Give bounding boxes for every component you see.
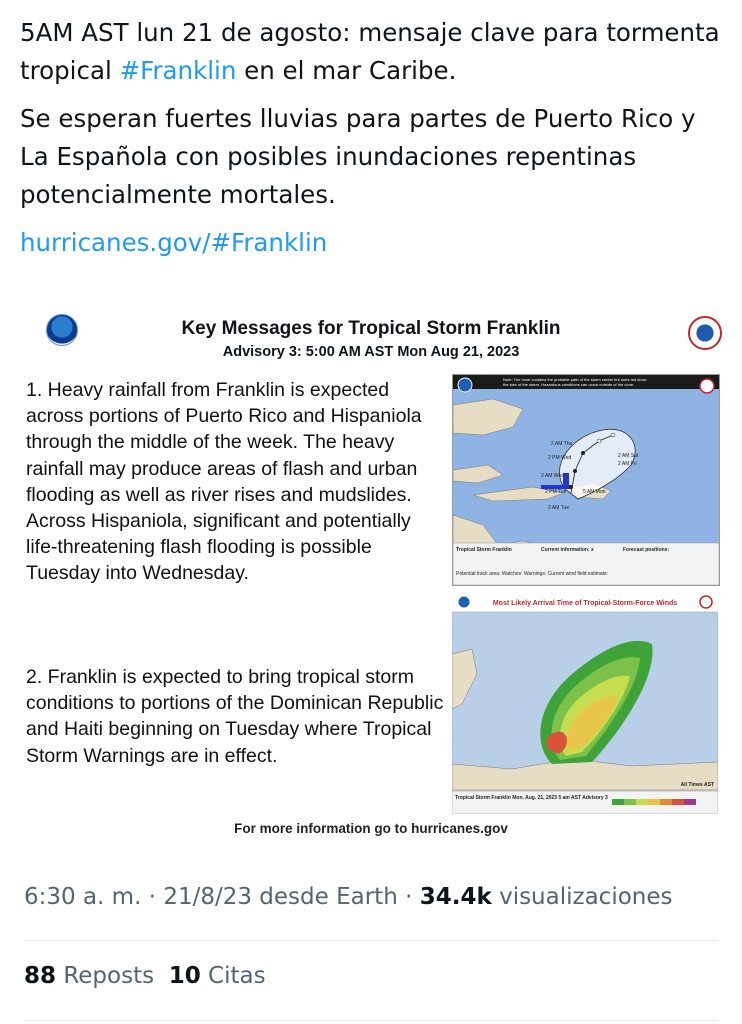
hashtag-link[interactable]: #Franklin [119,56,237,85]
quotes-stat[interactable] [169,963,266,989]
card-title: Key Messages for Tropical Storm Franklin [181,318,561,339]
cone-label: 2 PM Tue [545,489,567,495]
key-message-2: 2. Franklin is expected to bring tropical storm conditions to portions of the Dominican Republic and Haiti beginning on Tuesday where Tropical Storm Warnings are in effect. [26,666,444,767]
arrival-time-map [452,594,718,814]
divider [24,940,718,941]
reposts-stat[interactable] [24,963,154,989]
cone-label: 2 AM Fri [618,461,637,467]
reposts-label: Reposts [63,963,155,989]
cone-label: 5 AM Mon [583,489,606,495]
cone-label: 2 AM Wed [541,473,564,479]
tweet-stats [24,963,266,989]
map1-legend: Potential track area: Watches: Warnings: Current wind field estimate: [456,571,609,577]
tweet-line1-prefix: 5AM AST lun 21 de agosto: mensaje clave para tormenta tropical [20,18,720,85]
map2-panel-left: Tropical Storm Franklin Mon. Aug. 21, 2023 5 am AST Advisory 3 [455,795,608,801]
views-count: 34.4k [419,884,492,910]
key-messages-image[interactable] [20,296,722,850]
tweet-line1-suffix: en el mar Caribe. [236,56,457,85]
svg-text:Note: The cone contains the pr: Note: The cone contains the probable path of the storm center but does not show [503,377,647,382]
tweet-text [20,14,720,272]
map2-corner: All Times AST [680,782,714,788]
svg-text:the size of the storm. Hazardo: the size of the storm. Hazardous conditions can occur outside of the cone. [503,382,635,387]
hurricanes-link[interactable]: hurricanes.gov/#Franklin [20,228,328,257]
map1-panel-right: Forecast positions: [623,547,670,553]
cone-label: 2 AM Tue [548,505,570,511]
card-subtitle: Advisory 3: 5:00 AM AST Mon Aug 21, 2023 [222,344,520,360]
map2-title: Most Likely Arrival Time of Tropical-Storm-Force Winds [492,600,678,607]
map1-panel-left: Tropical Storm Franklin [456,547,512,553]
cone-label: 2 AM Sat [618,453,639,459]
tweet-meta [24,884,673,910]
views-label: visualizaciones [491,884,673,910]
map1-panel-mid: Current information: x [541,547,594,553]
cone-label: 2 AM Thu [551,441,573,447]
card-footer: For more information go to hurricanes.gov [234,821,508,836]
quotes-count: 10 [168,963,201,989]
tweet-paragraph-3 [20,224,720,262]
tweet-timestamp[interactable]: 6:30 a. m. · 21/8/23 desde Earth · [24,884,420,910]
quotes-label: Citas [208,963,266,989]
forecast-cone-map [452,374,720,586]
cone-label: 2 PM Wed [548,455,572,461]
tweet-paragraph-1 [20,14,720,90]
key-message-1: 1. Heavy rainfall from Franklin is expected across portions of Puerto Rico and Hispaniola through the middle of the week. The heavy rainfall may produce areas of flash and urban flooding as well as river rises and mudslides. Across Hispaniola, significant and potentially life-threatening flash flooding is possible Tuesday into Wednesday. [26,379,422,585]
divider [24,1020,718,1021]
reposts-count: 88 [24,963,57,989]
tweet-paragraph-2: Se esperan fuertes lluvias para partes de Puerto Rico y La Española con posibles inundaciones repentinas potencialmente mortales. [20,104,696,209]
